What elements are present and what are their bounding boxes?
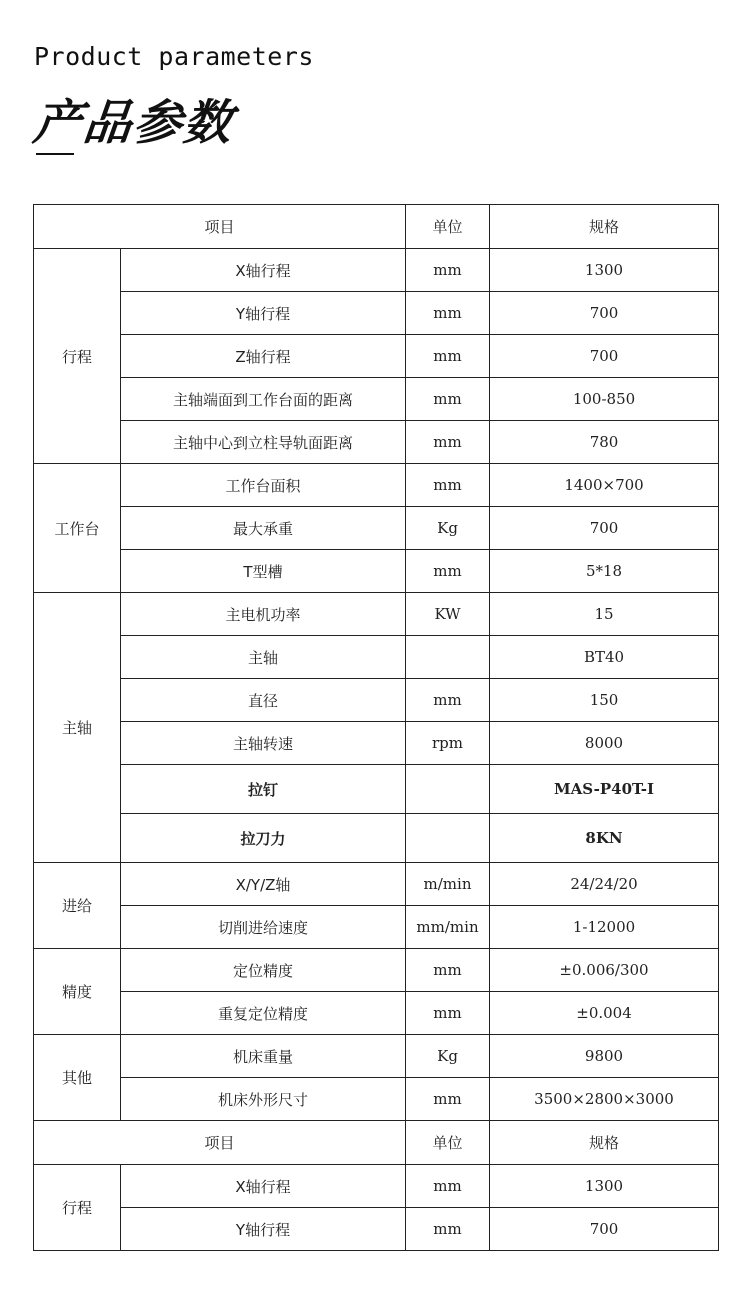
row-value: 700 <box>490 335 719 378</box>
row-unit: mm <box>406 335 490 378</box>
row-unit <box>406 636 490 679</box>
row-value: 9800 <box>490 1035 719 1078</box>
row-unit: mm <box>406 949 490 992</box>
row-value: 100-850 <box>490 378 719 421</box>
row-item: T型槽 <box>121 550 406 593</box>
table-header-row <box>34 205 719 249</box>
row-value: 1300 <box>490 1165 719 1208</box>
row-value: 5*18 <box>490 550 719 593</box>
row-item: 主轴转速 <box>121 722 406 765</box>
group-label: 行程 <box>34 249 121 464</box>
table-row <box>34 1078 719 1121</box>
row-unit: mm <box>406 550 490 593</box>
row-item: Y轴行程 <box>121 1208 406 1251</box>
row-unit: KW <box>406 593 490 636</box>
row-value: 8000 <box>490 722 719 765</box>
row-unit: mm <box>406 1078 490 1121</box>
row-item: 拉钉 <box>121 765 406 814</box>
header-divider <box>36 153 74 155</box>
table-row <box>34 421 719 464</box>
row-item: 工作台面积 <box>121 464 406 507</box>
row-value: 780 <box>490 421 719 464</box>
table-row <box>34 992 719 1035</box>
row-unit: mm <box>406 464 490 507</box>
row-item: 主轴 <box>121 636 406 679</box>
row-value: 15 <box>490 593 719 636</box>
row-unit: Kg <box>406 507 490 550</box>
table-row <box>34 550 719 593</box>
column-header-spec: 规格 <box>490 205 719 249</box>
header-title-cn: 产品参数 <box>30 95 237 151</box>
table-row <box>34 464 719 507</box>
row-item: 直径 <box>121 679 406 722</box>
row-value: 24/24/20 <box>490 863 719 906</box>
row-item: 主轴端面到工作台面的距离 <box>121 378 406 421</box>
row-value: 1300 <box>490 249 719 292</box>
spec-table <box>33 204 719 1251</box>
table-row <box>34 292 719 335</box>
row-item: 拉刀力 <box>121 814 406 863</box>
row-value: 1-12000 <box>490 906 719 949</box>
row-unit: mm <box>406 292 490 335</box>
column-header-spec: 规格 <box>490 1121 719 1165</box>
row-item: X轴行程 <box>121 249 406 292</box>
row-unit: mm <box>406 679 490 722</box>
row-item: 切削进给速度 <box>121 906 406 949</box>
row-unit: mm <box>406 992 490 1035</box>
row-unit: m/min <box>406 863 490 906</box>
table-row <box>34 593 719 636</box>
row-unit: mm <box>406 421 490 464</box>
row-item: 重复定位精度 <box>121 992 406 1035</box>
header-title-en: Product parameters <box>34 42 314 71</box>
row-item: 定位精度 <box>121 949 406 992</box>
column-header-unit: 单位 <box>406 205 490 249</box>
table-row <box>34 335 719 378</box>
group-label: 精度 <box>34 949 121 1035</box>
row-unit: mm <box>406 249 490 292</box>
group-label: 其他 <box>34 1035 121 1121</box>
row-item: X轴行程 <box>121 1165 406 1208</box>
table-row <box>34 863 719 906</box>
row-unit: rpm <box>406 722 490 765</box>
column-header-unit: 单位 <box>406 1121 490 1165</box>
row-unit: mm <box>406 1165 490 1208</box>
table-row <box>34 722 719 765</box>
table-row <box>34 679 719 722</box>
row-item: 最大承重 <box>121 507 406 550</box>
row-item: X/Y/Z轴 <box>121 863 406 906</box>
table-row <box>34 765 719 814</box>
row-unit: mm <box>406 378 490 421</box>
table-row <box>34 378 719 421</box>
table-row <box>34 1035 719 1078</box>
row-item: Y轴行程 <box>121 292 406 335</box>
table-row <box>34 636 719 679</box>
table-row <box>34 949 719 992</box>
table-row <box>34 1165 719 1208</box>
group-label: 进给 <box>34 863 121 949</box>
column-header-item: 项目 <box>34 1121 406 1165</box>
row-value: 150 <box>490 679 719 722</box>
table-row <box>34 906 719 949</box>
row-item: 机床外形尺寸 <box>121 1078 406 1121</box>
table-row <box>34 814 719 863</box>
column-header-item: 项目 <box>34 205 406 249</box>
group-label: 主轴 <box>34 593 121 863</box>
table-row <box>34 507 719 550</box>
row-value: 1400×700 <box>490 464 719 507</box>
row-unit <box>406 814 490 863</box>
row-value: 700 <box>490 1208 719 1251</box>
row-value: 700 <box>490 292 719 335</box>
row-value: BT40 <box>490 636 719 679</box>
row-unit <box>406 765 490 814</box>
row-unit: Kg <box>406 1035 490 1078</box>
row-value: 8KN <box>490 814 719 863</box>
table-row <box>34 1208 719 1251</box>
table-row <box>34 249 719 292</box>
row-item: Z轴行程 <box>121 335 406 378</box>
row-item: 机床重量 <box>121 1035 406 1078</box>
row-value: ±0.004 <box>490 992 719 1035</box>
row-item: 主轴中心到立柱导轨面距离 <box>121 421 406 464</box>
row-unit: mm/min <box>406 906 490 949</box>
row-value: MAS-P40T-Ⅰ <box>490 765 719 814</box>
row-item: 主电机功率 <box>121 593 406 636</box>
group-label: 工作台 <box>34 464 121 593</box>
row-value: 700 <box>490 507 719 550</box>
group-label: 行程 <box>34 1165 121 1251</box>
row-value: ±0.006/300 <box>490 949 719 992</box>
table-header-row <box>34 1121 719 1165</box>
row-unit: mm <box>406 1208 490 1251</box>
row-value: 3500×2800×3000 <box>490 1078 719 1121</box>
